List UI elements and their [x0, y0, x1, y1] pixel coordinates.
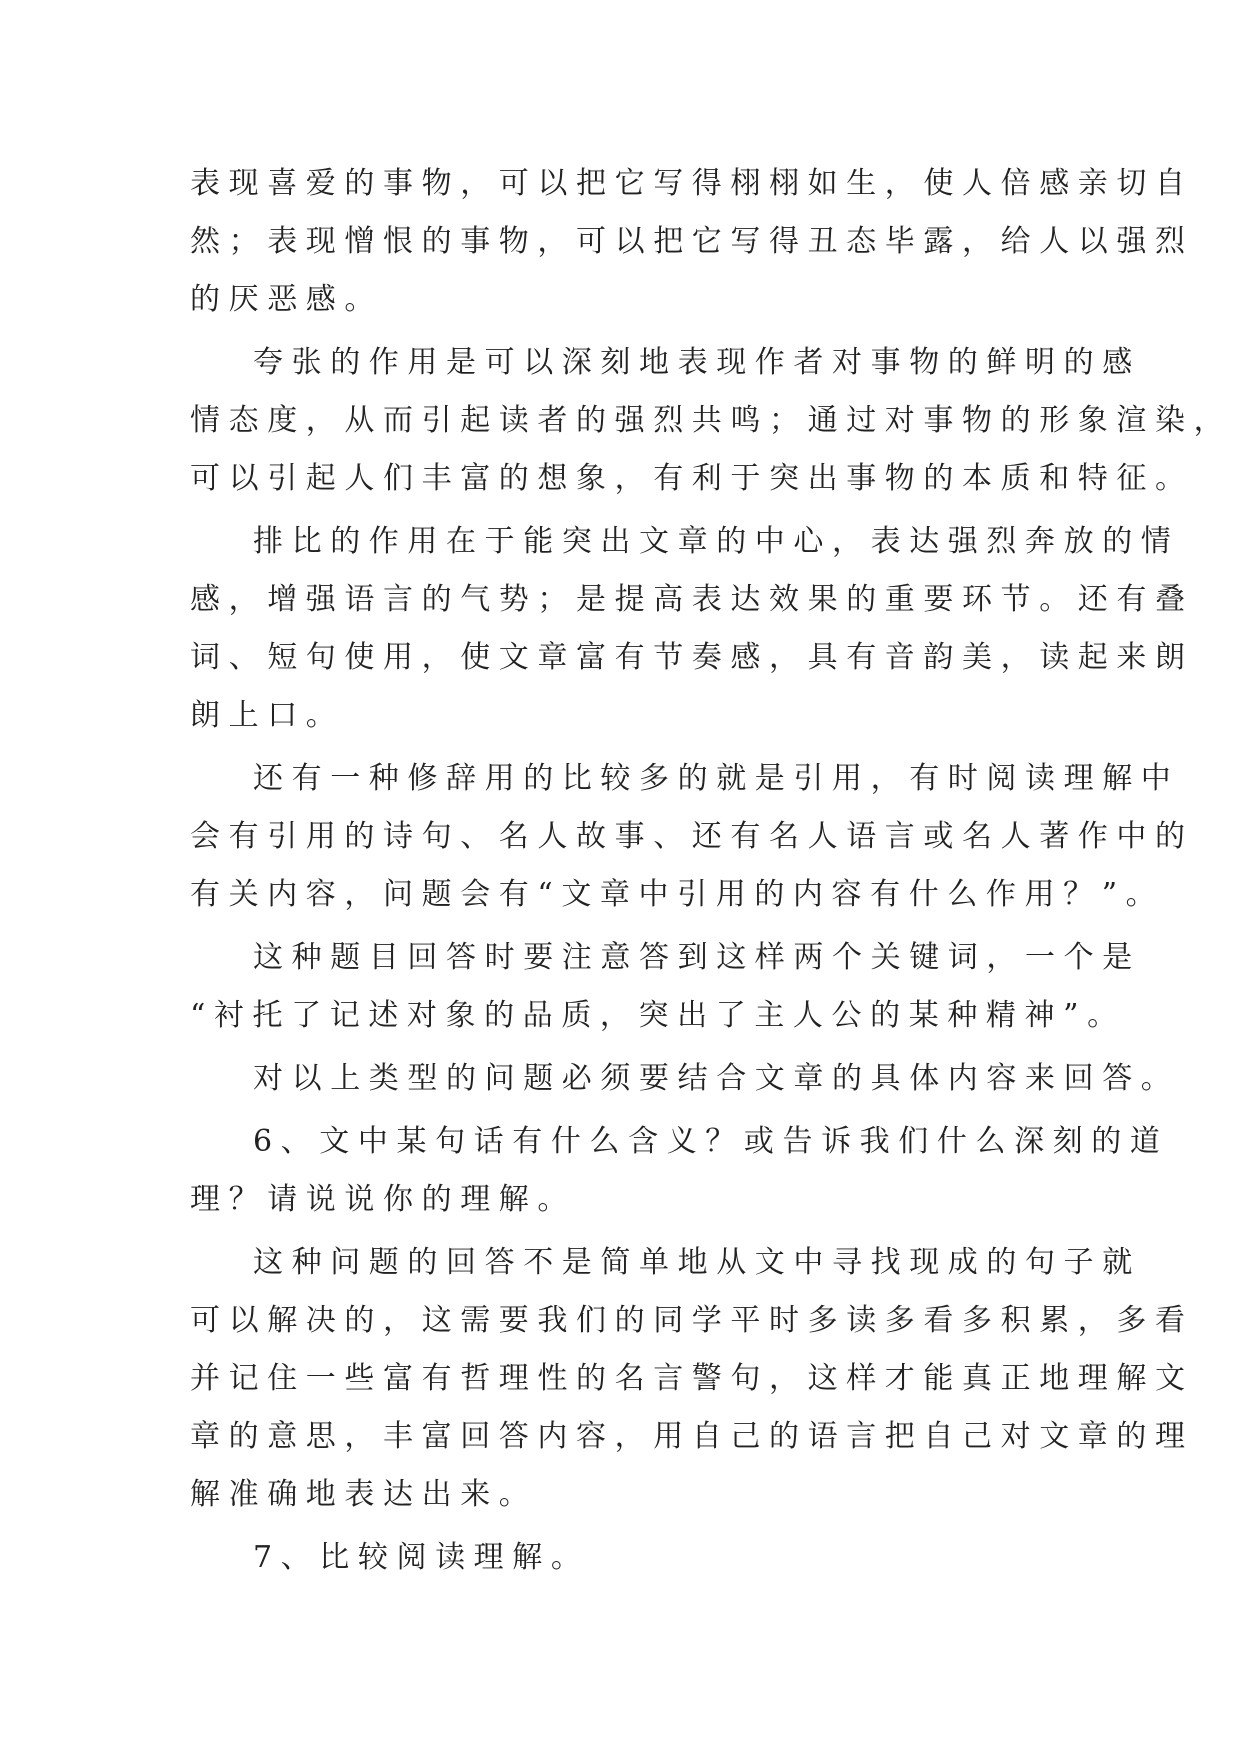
text-line: 的厌恶感。 — [190, 282, 383, 317]
text-line: 理？请说说你的理解。 — [190, 1182, 576, 1217]
paragraph-4 — [190, 750, 1194, 924]
paragraph-3 — [190, 513, 1194, 745]
text-line: 6、文中某句话有什么含义？或告诉我们什么深刻的道 — [253, 1124, 1169, 1159]
text-line: 词、短句使用，使文章富有节奏感，具有音韵美，读起来朗 — [190, 640, 1194, 675]
text-line: 解准确地表达出来。 — [190, 1477, 538, 1512]
text-line: 并记住一些富有哲理性的名言警句，这样才能真正地理解文 — [190, 1361, 1194, 1396]
text-line: 还有一种修辞用的比较多的就是引用，有时阅读理解中 — [253, 761, 1180, 796]
text-line: “衬托了记述对象的品质，突出了主人公的某种精神”。 — [190, 998, 1126, 1033]
paragraph-5 — [190, 929, 1141, 1045]
text-line: 表现喜爱的事物，可以把它写得栩栩如生，使人倍感亲切自 — [190, 166, 1194, 201]
paragraph-7 — [190, 1113, 1169, 1229]
paragraph-1 — [190, 155, 1194, 329]
text-line: 排比的作用在于能突出文章的中心，表达强烈奔放的情 — [253, 524, 1180, 559]
text-line: 可以解决的，这需要我们的同学平时多读多看多积累，多看 — [190, 1303, 1194, 1338]
paragraph-2 — [190, 334, 1233, 508]
body-text — [190, 155, 1233, 1592]
text-line: 这种问题的回答不是简单地从文中寻找现成的句子就 — [253, 1245, 1141, 1280]
text-line: 感，增强语言的气势；是提高表达效果的重要环节。还有叠 — [190, 582, 1194, 617]
text-line: 这种题目回答时要注意答到这样两个关键词，一个是 — [253, 940, 1141, 975]
text-line: 夸张的作用是可以深刻地表现作者对事物的鲜明的感 — [253, 345, 1141, 380]
paragraph-9 — [190, 1529, 1090, 1587]
text-line: 有关内容，问题会有“文章中引用的内容有什么作用？”。 — [190, 877, 1165, 912]
paragraph-8 — [190, 1234, 1194, 1524]
text-line: 章的意思，丰富回答内容，用自己的语言把自己对文章的理 — [190, 1419, 1194, 1454]
text-line: 可以引起人们丰富的想象，有利于突出事物的本质和特征。 — [190, 461, 1194, 496]
paragraph-6 — [190, 1050, 1180, 1108]
text-line: 7、比较阅读理解。 — [253, 1540, 590, 1575]
text-line: 情态度，从而引起读者的强烈共鸣；通过对事物的形象渲染， — [190, 403, 1233, 438]
text-line: 然；表现憎恨的事物，可以把它写得丑态毕露，给人以强烈 — [190, 224, 1194, 259]
text-line: 会有引用的诗句、名人故事、还有名人语言或名人著作中的 — [190, 819, 1194, 854]
text-line: 对以上类型的问题必须要结合文章的具体内容来回答。 — [253, 1061, 1180, 1096]
text-line: 朗上口。 — [190, 698, 345, 733]
